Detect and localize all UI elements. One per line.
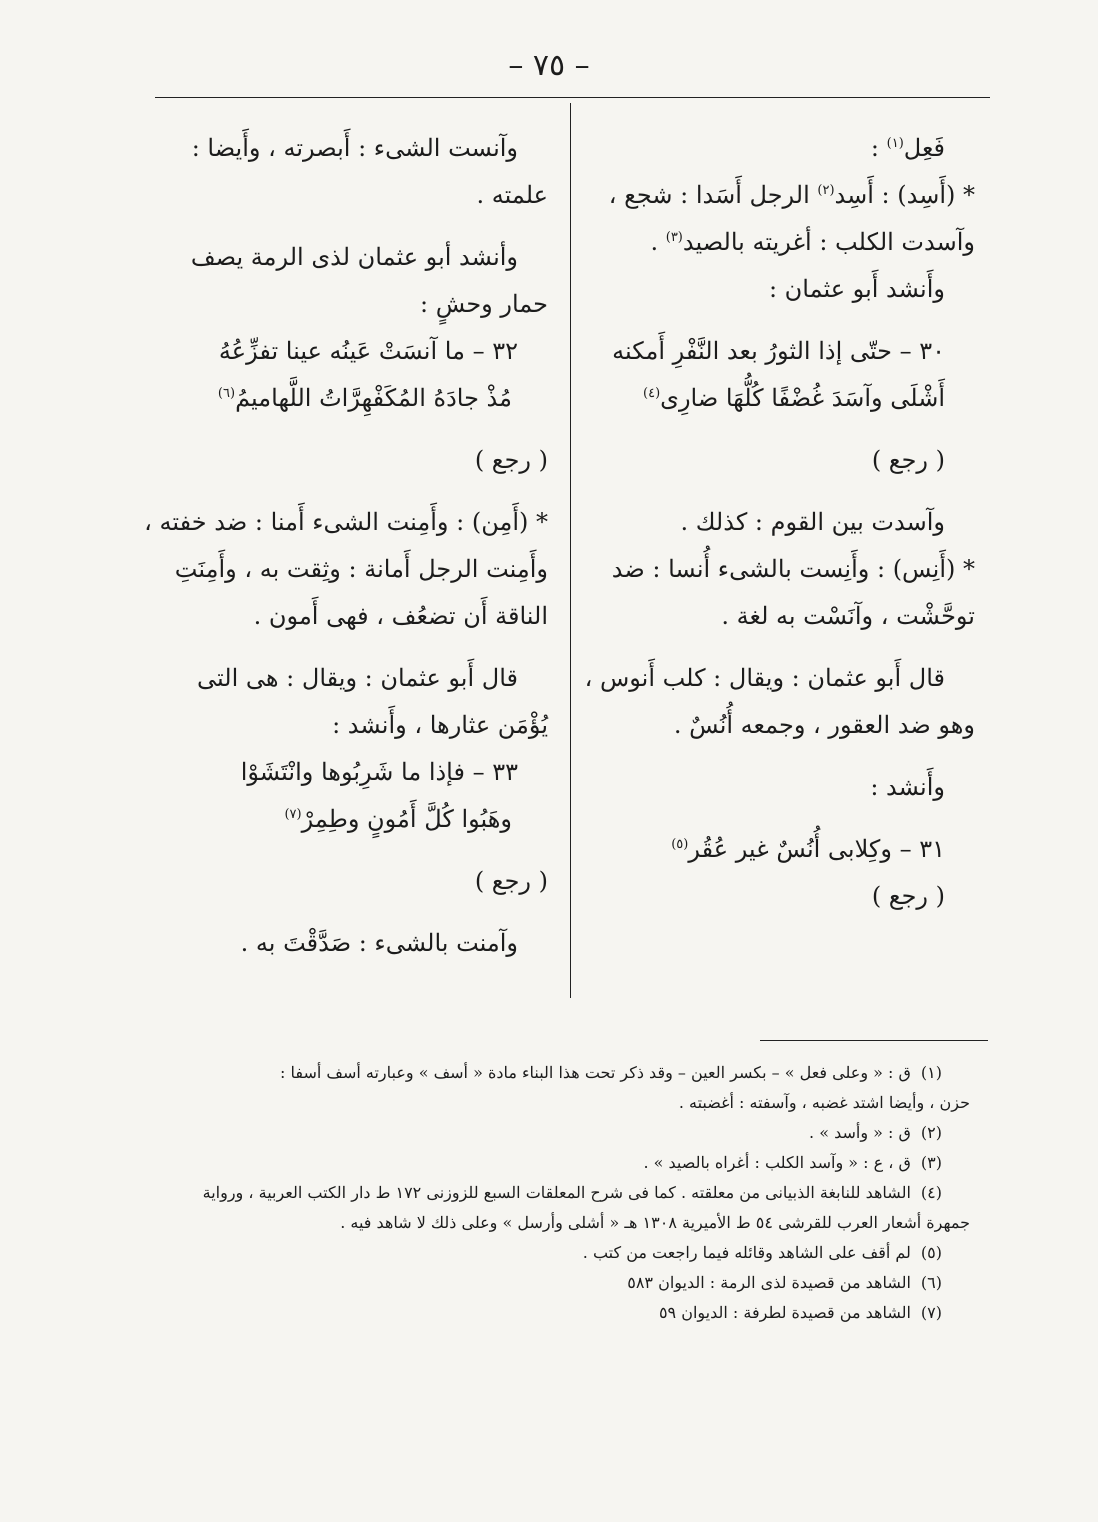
footnote-text: الشاهد للنابغة الذبيانى من معلقته . كما فى شرح المعلقات السبع للزوزنى ١٧٢ ط دار الكتب العربية ، ورواية: [202, 1183, 911, 1202]
footnote-text: ق : « وعلى فعل » – بكسر العين – وقد ذكر تحت هذا البناء مادة « أسف » وعبارته أسف أسفا :: [280, 1063, 911, 1082]
footnote: [160, 1268, 980, 1298]
footnote: [160, 1148, 980, 1178]
footnote-text: حزن ، وأيضا اشتد غضبه ، وآسفته : أغضبته .: [678, 1093, 970, 1112]
line-text: قال أَبو عثمان : ويقال : كلب أَنوس ،: [584, 664, 945, 692]
line-text: وآمنت بالشىء : صَدَّقْتَ به .: [240, 929, 518, 957]
line-text: فَعِل: [903, 134, 945, 162]
text-line: [163, 234, 548, 281]
line-text: ٣١ – وكِلابى أُنُسٌ غير عُقُر: [688, 835, 945, 863]
footnote: [160, 1298, 980, 1328]
footnote: [160, 1058, 980, 1088]
line-text: وهو ضد العقور ، وجمعه أُنُسٌ .: [673, 711, 975, 739]
text-line: [595, 873, 975, 920]
line-text: وآسدت بين القوم : كذلك .: [680, 508, 945, 536]
footnote-text: لم أقف على الشاهد وقائله فيما راجعت من كتب .: [582, 1243, 911, 1262]
line-text: * (أَمِن) : وأَمِنت الشىء أَمنا : ضد خفته ،: [144, 508, 548, 536]
text-line: [595, 172, 975, 219]
text-line: [595, 219, 975, 266]
footnote: [160, 1208, 980, 1238]
text-line: [595, 593, 975, 640]
line-text: توحَّشْت ، وآنَسْت به لغة .: [721, 602, 975, 630]
footnote-rule: [760, 1040, 988, 1041]
footnote-text: ق ، ع : « وآسد الكلب : أغراه بالصيد » .: [643, 1153, 911, 1172]
text-line: [595, 702, 975, 749]
text-line: [595, 764, 975, 811]
footnote: [160, 1088, 980, 1118]
footnote-marker: (٤): [920, 1183, 942, 1202]
line-text: * (أَسِد) : أَسِد: [834, 181, 975, 209]
text-line: [163, 593, 548, 640]
text-line: [163, 655, 548, 702]
text-line: [595, 546, 975, 593]
line-text: يُؤْمَن عثارها ، وأَنشد :: [332, 711, 548, 739]
text-line: [163, 375, 548, 422]
footnote: [160, 1118, 980, 1148]
right-column: [584, 125, 975, 920]
line-text: علمته .: [476, 181, 548, 209]
page-number: – ٧٥ –: [508, 48, 590, 83]
line-text: * (أَنِس) : وأَنِست بالشىء أُنسا : ضد: [611, 555, 975, 583]
line-text: وآسدت الكلب : أغريته بالصيد: [682, 228, 975, 256]
line-text: ٣٢ – ما آنسَتْ عَينُه عينا تفزِّعُهُ: [218, 337, 518, 365]
line-text: ( رجع ): [871, 882, 945, 910]
line-text: ( رجع ): [474, 867, 548, 895]
line-text: حمار وحشٍ :: [420, 290, 548, 318]
text-line: [163, 437, 548, 484]
text-line: [595, 375, 975, 422]
footnote-ref: (٦): [217, 386, 236, 401]
text-line: [144, 499, 548, 546]
footnote-marker: (٥): [920, 1243, 942, 1262]
line-text: قال أَبو عثمان : ويقال : هى التى: [197, 664, 518, 692]
footnote-ref: (٥): [671, 837, 689, 852]
header-rule: [155, 97, 990, 98]
footnote-marker: (٣): [920, 1153, 942, 1172]
line-tail: .: [650, 228, 666, 256]
text-line: [163, 858, 548, 905]
footnote-ref: (١): [886, 136, 904, 151]
line-text: وأَنشد أَبو عثمان :: [768, 275, 945, 303]
text-line: [595, 125, 975, 172]
footnote-text: الشاهد من قصيدة لذى الرمة : الديوان ٥٨٣: [627, 1273, 911, 1292]
line-text: ٣٠ – حتّى إذا الثورُ بعد النَّفْرِ أَمكنه: [612, 337, 945, 365]
text-line: [163, 328, 548, 375]
line-text: وأنشد أبو عثمان لذى الرمة يصف: [190, 243, 518, 271]
footnote: [160, 1178, 980, 1208]
footnote-text: ق : « وأسد » .: [809, 1123, 911, 1142]
footnote: [160, 1238, 980, 1268]
text-line: [163, 920, 548, 967]
left-column: [144, 125, 548, 967]
line-text: وآنست الشىء : أَبصرته ، وأَيضا :: [191, 134, 518, 162]
footnote-text: الشاهد من قصيدة لطرفة : الديوان ٥٩: [658, 1303, 911, 1322]
line-text: ( رجع ): [871, 446, 945, 474]
footnotes: [160, 1058, 980, 1328]
line-text: الناقة أَن تضعُف ، فهى أَمون .: [253, 602, 548, 630]
text-line: [163, 546, 548, 593]
line-text: ( رجع ): [474, 446, 548, 474]
footnote-ref: (٧): [284, 807, 302, 822]
text-line: [595, 266, 975, 313]
footnote-marker: (٢): [920, 1123, 942, 1142]
text-line: [163, 281, 548, 328]
text-line: [163, 749, 548, 796]
line-text: وأَمِنت الرجل أَمانة : وثِقت به ، وأَمِنَتِ: [174, 555, 548, 583]
footnote-ref: (٣): [665, 230, 683, 245]
text-line: [163, 125, 548, 172]
text-line: [595, 826, 975, 873]
line-tail: :: [870, 134, 887, 162]
line-tail: الرجل أَسَدا : شجع ،: [608, 181, 818, 209]
footnote-marker: (٦): [920, 1273, 942, 1292]
line-text: وهَبُوا كُلَّ أَمُونٍ وطِمِرْ: [301, 805, 512, 833]
column-divider: [570, 103, 571, 998]
text-line: [595, 328, 975, 375]
text-line: [595, 499, 975, 546]
text-line: [163, 702, 548, 749]
text-line: [163, 172, 548, 219]
line-text: ٣٣ – فإذا ما شَرِبُوها وانْتَشَوْا: [240, 758, 518, 786]
text-line: [163, 796, 548, 843]
line-text: أَشْلَى وآسَدَ غُضْفًا كُلُّهَا ضارِى: [660, 384, 945, 412]
footnote-ref: (٢): [817, 183, 835, 198]
footnote-marker: (٧): [920, 1303, 942, 1322]
line-text: مُذْ جادَهُ المُكَفْهِرَّاتُ اللَّهاميمُ: [235, 384, 512, 412]
line-text: وأَنشد :: [870, 773, 945, 801]
footnote-text: جمهرة أشعار العرب للقرشى ٥٤ ط الأميرية ١٣٠٨ هـ « أشلى وأرسل » وعلى ذلك لا شاهد فيه .: [340, 1213, 970, 1232]
text-line: [595, 437, 975, 484]
text-line: [584, 655, 975, 702]
footnote-ref: (٤): [643, 386, 661, 401]
footnote-marker: (١): [920, 1063, 942, 1082]
